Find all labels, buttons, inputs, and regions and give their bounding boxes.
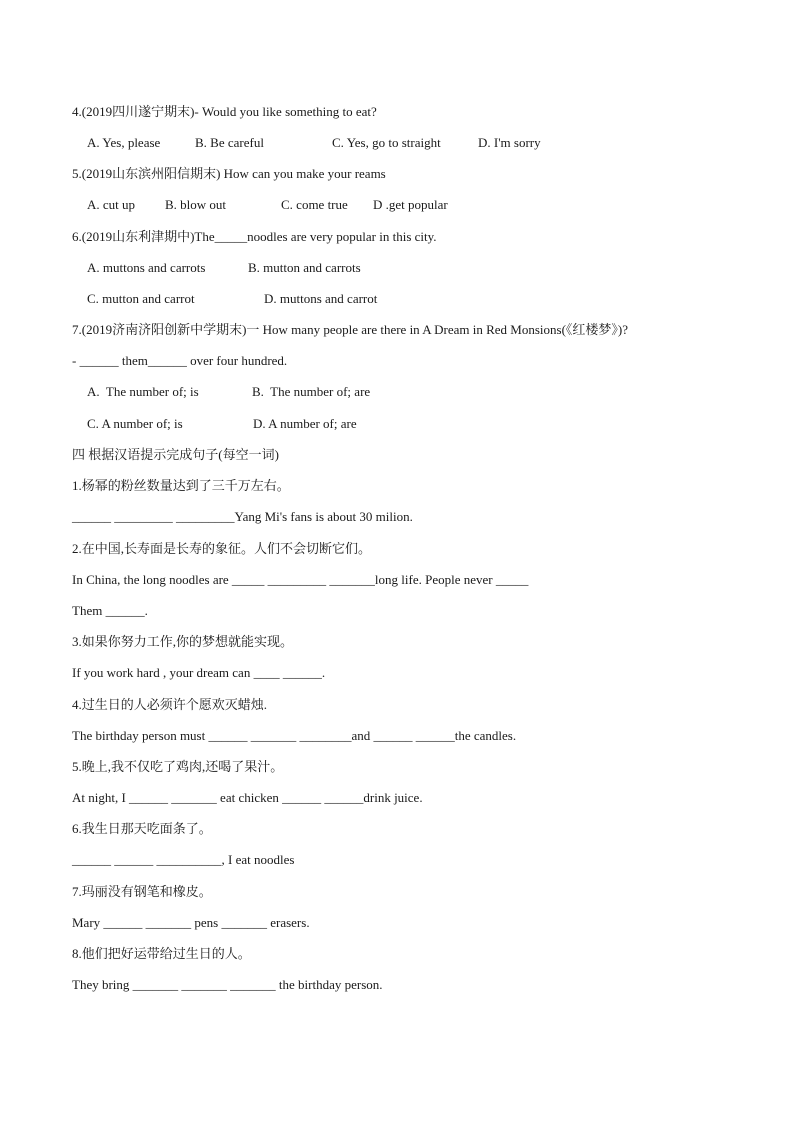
s1-chinese: 1.杨幂的粉丝数量达到了三千万左右。: [72, 478, 290, 493]
s2-english-cont: Them ______.: [72, 603, 148, 618]
q4-option-a: A. Yes, please: [87, 135, 161, 150]
s7-chinese: 7.玛丽没有钢笔和橡皮。: [72, 884, 212, 899]
s7-english: Mary ______ _______ pens _______ erasers.: [72, 915, 310, 930]
s6-chinese: 6.我生日那天吃面条了。: [72, 821, 212, 836]
q6-option-b: B. mutton and carrots: [248, 260, 361, 275]
q4-stem: 4.(2019四川遂宁期末)- Would you like something to eat?: [72, 104, 377, 119]
s5-english: At night, I ______ _______ eat chicken ______ ______drink juice.: [72, 790, 423, 805]
s3-chinese: 3.如果你努力工作,你的梦想就能实现。: [72, 634, 294, 649]
s6-english: ______ ______ __________, I eat noodles: [72, 852, 295, 867]
s3-english: If you work hard , your dream can ____ ______.: [72, 665, 326, 680]
q7-stem: 7.(2019济南济阳创新中学期末)一 How many people are there in A Dream in Red Monsions(《红楼梦》)?: [72, 322, 629, 337]
q6-option-d: D. muttons and carrot: [264, 291, 378, 306]
s2-chinese: 2.在中国,长寿面是长寿的象征。人们不会切断它们。: [72, 541, 372, 556]
q5-option-d: D .get popular: [373, 197, 448, 212]
s8-english: They bring _______ _______ _______ the birthday person.: [72, 977, 383, 992]
s1-english: ______ _________ _________Yang Mi's fans is about 30 milion.: [72, 509, 413, 524]
q6-stem: 6.(2019山东利津期中)The_____noodles are very popular in this city.: [72, 229, 437, 244]
q6-option-a: A. muttons and carrots: [87, 260, 206, 275]
q4-option-c: C. Yes, go to straight: [332, 135, 441, 150]
q4-option-d: D. I'm sorry: [478, 135, 541, 150]
q7-stem-response: - ______ them______ over four hundred.: [72, 353, 288, 368]
s4-chinese: 4.过生日的人必须许个愿欢灭蜡烛.: [72, 697, 268, 712]
s5-chinese: 5.晚上,我不仅吃了鸡肉,还喝了果汁。: [72, 759, 284, 774]
q7-option-b: B. The number of; are: [252, 384, 371, 399]
s2-english: In China, the long noodles are _____ _________ _______long life. People never _____: [72, 572, 529, 587]
q5-option-a: A. cut up: [87, 197, 136, 212]
s4-english: The birthday person must ______ _______ ________and ______ ______the candles.: [72, 728, 517, 743]
q5-option-c: C. come true: [281, 197, 348, 212]
q5-option-b: B. blow out: [165, 197, 227, 212]
q7-option-c: C. A number of; is: [87, 416, 183, 431]
s8-chinese: 8.他们把好运带给过生日的人。: [72, 946, 251, 961]
q6-option-c: C. mutton and carrot: [87, 291, 195, 306]
section-title: 四 根据汉语提示完成句子(每空一词): [72, 447, 279, 462]
q4-option-b: B. Be careful: [195, 135, 264, 150]
q7-option-a: A. The number of; is: [87, 384, 199, 399]
q5-stem: 5.(2019山东滨州阳信期末) How can you make your reams: [72, 166, 386, 181]
q7-option-d: D. A number of; are: [253, 416, 357, 431]
